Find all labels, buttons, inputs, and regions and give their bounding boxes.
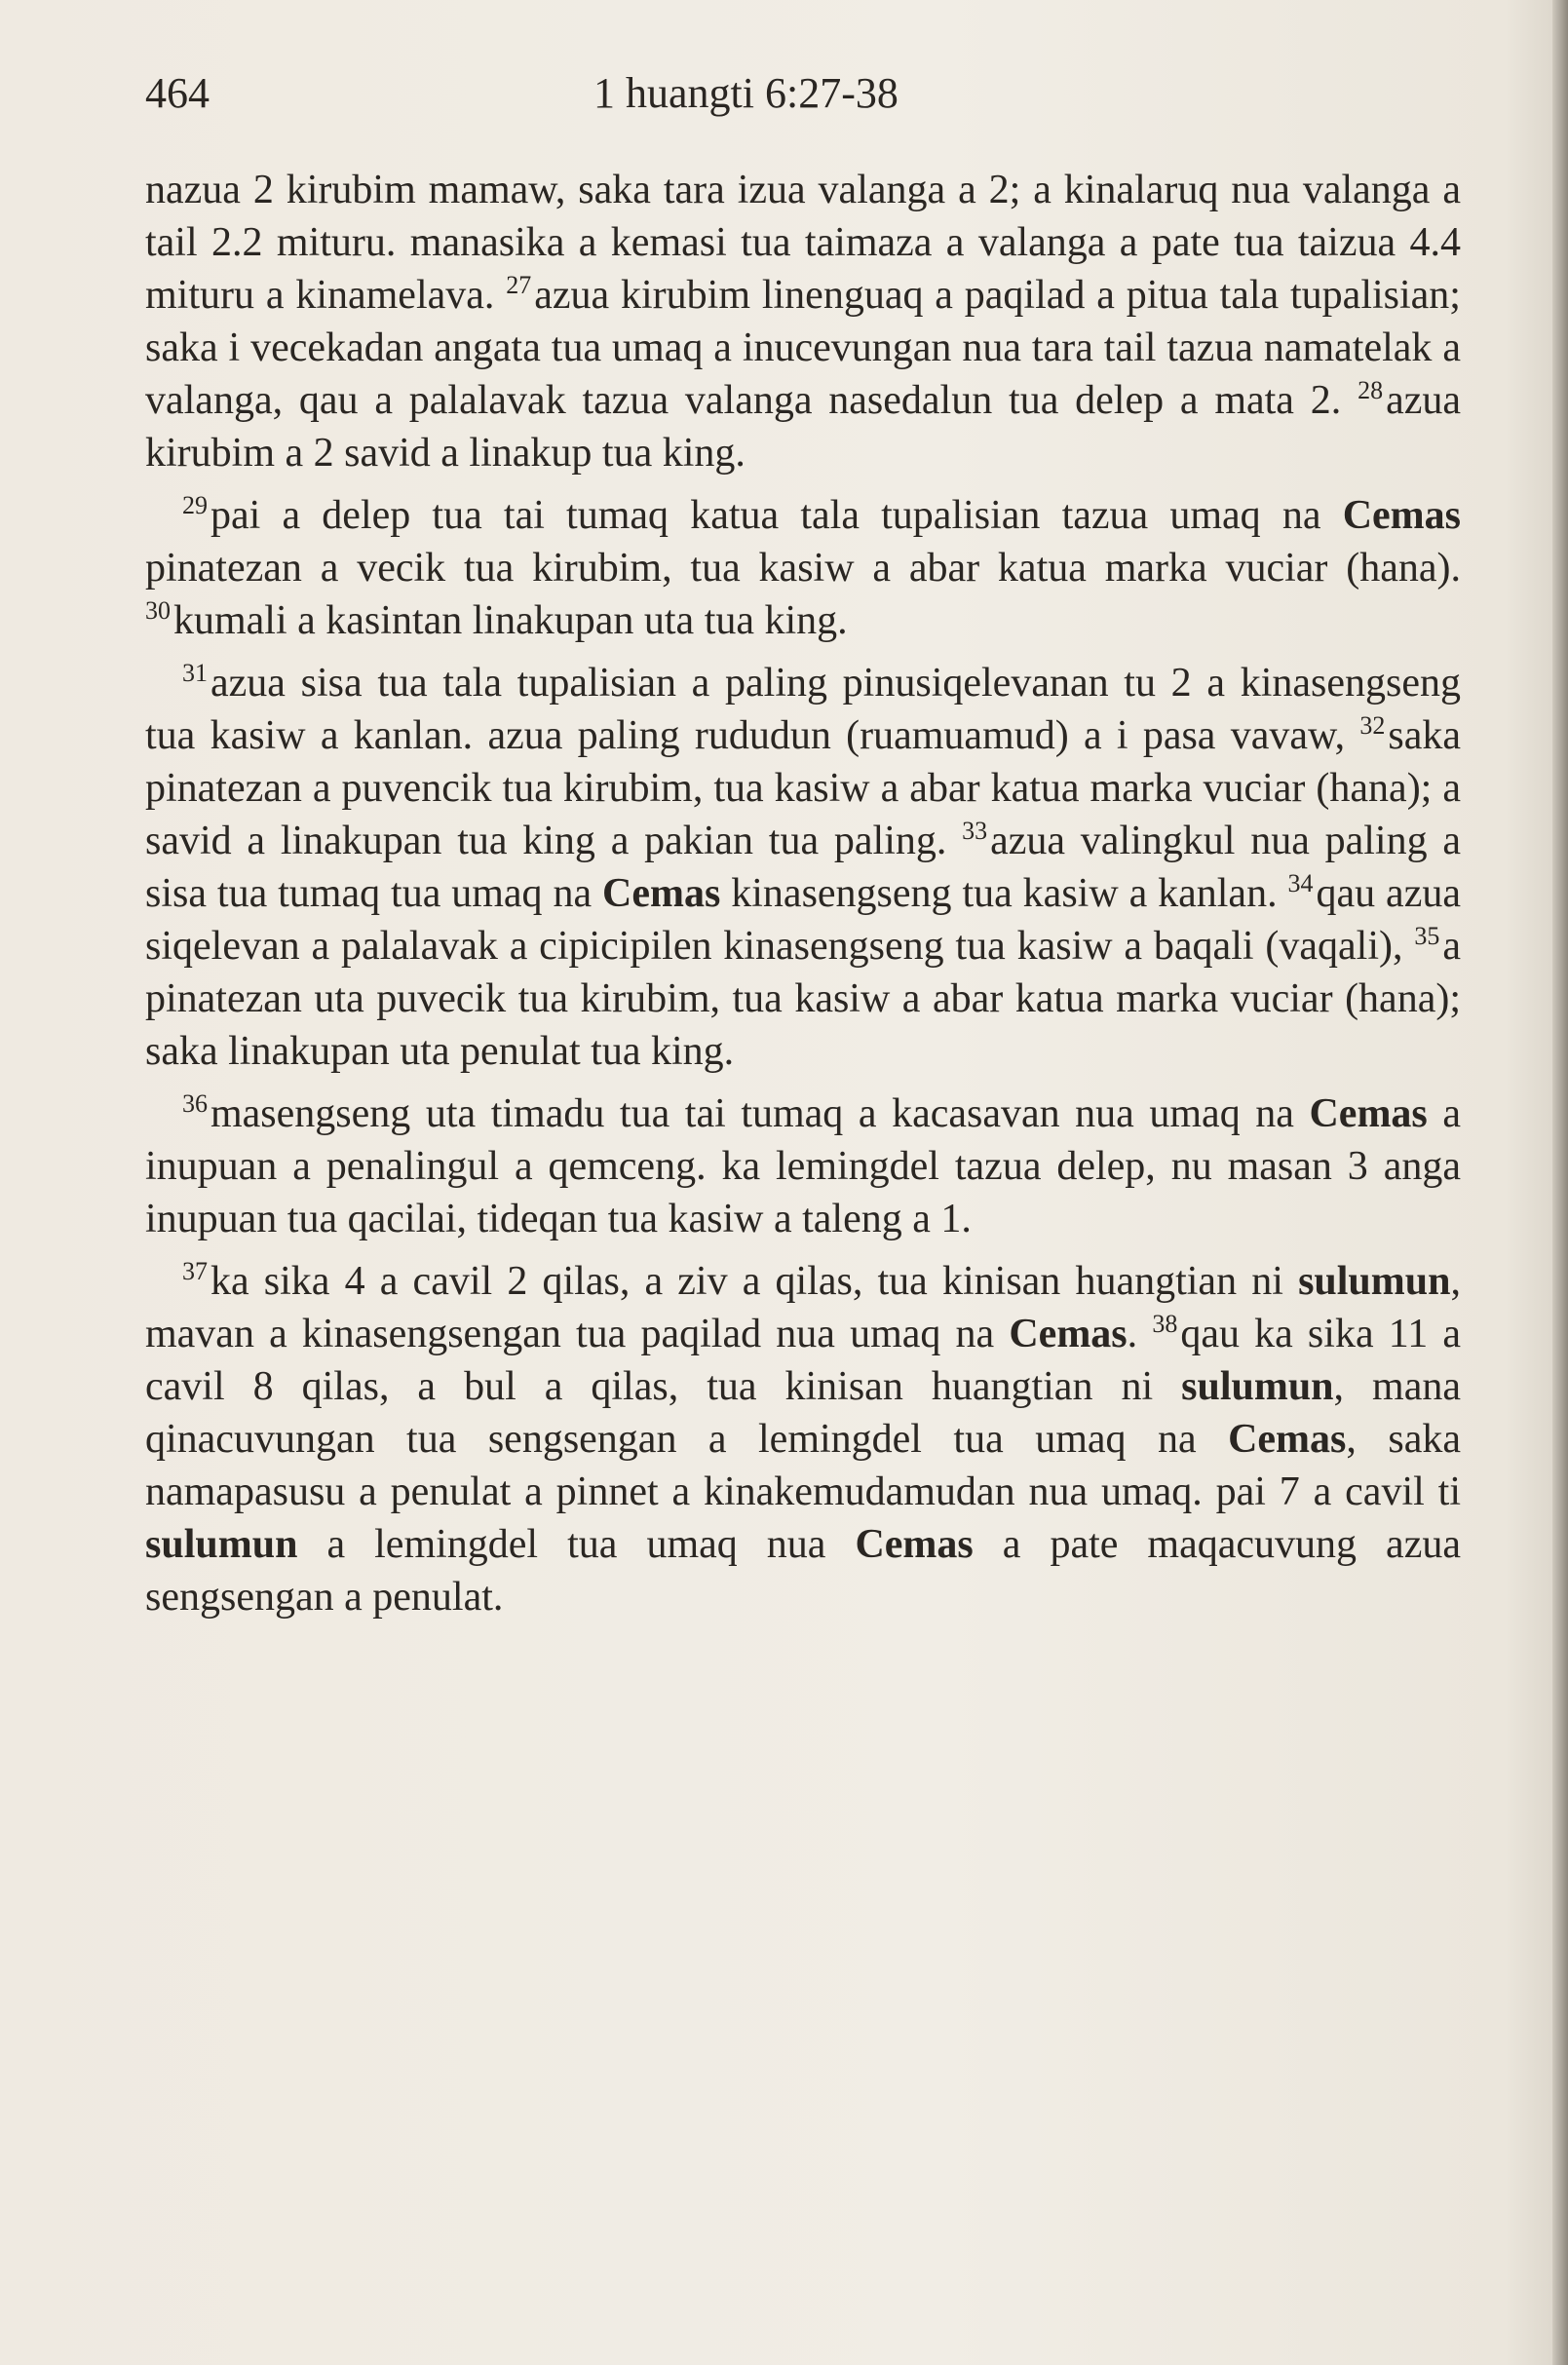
text-run: azua valingkul nua paling a sisa tua tumaq tua umaq na (145, 819, 1461, 916)
text-run: a pinatezan uta puvecik tua kirubim, tua kasiw a abar katua marka vuciar (hana); saka linakupan uta penulat tua king. (145, 924, 1461, 1074)
bold-name: Cemas (1342, 493, 1461, 538)
text-run: azua kirubim a 2 savid a linakup tua king. (145, 378, 1461, 476)
bold-name: Cemas (1309, 1091, 1428, 1136)
verse-number: 37 (182, 1257, 208, 1285)
verse-number: 36 (182, 1089, 208, 1118)
text-run: . (1127, 1312, 1153, 1356)
paragraph (145, 1255, 1461, 1623)
text-run: a lemingdel tua umaq nua (297, 1522, 856, 1567)
verse-number: 28 (1358, 376, 1384, 404)
verse-number: 38 (1152, 1310, 1178, 1338)
bold-name: Cemas (855, 1522, 974, 1567)
paragraph (145, 164, 1461, 479)
text-run: nazua 2 kirubim mamaw, saka tara izua valanga a 2; a kinalaruq nua valanga a tail 2.2 mituru. manasika a kemasi tua taimaza a valanga a pate tua taizua 4.4 mituru a kinamelava. (145, 168, 1461, 318)
text-run: ka sika 4 a cavil 2 qilas, a ziv a qilas, tua kinisan huangtian ni (210, 1259, 1299, 1304)
verse-number: 29 (182, 491, 208, 519)
text-run: masengseng uta timadu tua tai tumaq a kacasavan nua umaq na (210, 1091, 1310, 1136)
bold-name: Cemas (602, 871, 721, 916)
text-run: azua kirubim linenguaq a paqilad a pitua tala tupalisian; saka i vecekadan angata tua umaq a inucevungan nua tara tail tazua namatelak a valanga, qau a palalavak tazua valanga nasedalun tua delep a mata 2. (145, 273, 1461, 423)
text-run: azua sisa tua tala tupalisian a paling pinusiqelevanan tu 2 a kinasengseng tua kasiw a kanlan. azua paling rududun (ruamuamud) a i pasa vavaw, (145, 661, 1461, 758)
text-run: , mavan a kinasengsengan tua paqilad nua umaq na (145, 1259, 1461, 1356)
paragraph (145, 657, 1461, 1078)
bold-name: sulumun (1298, 1259, 1451, 1304)
verse-number: 27 (506, 271, 532, 299)
verse-number: 30 (145, 596, 171, 625)
text-run: pai a delep tua tai tumaq katua tala tupalisian tazua umaq na (210, 493, 1343, 538)
text-run: kumali a kasintan linakupan uta tua king. (173, 598, 848, 643)
paragraph (145, 489, 1461, 647)
text-run: , saka namapasusu a penulat a pinnet a kinakemudamudan nua umaq. pai 7 a cavil ti (145, 1417, 1461, 1514)
bold-name: sulumun (145, 1522, 298, 1567)
text-run: , mana qinacuvungan tua sengsengan a lemingdel tua umaq na (145, 1364, 1461, 1462)
verse-number: 33 (962, 817, 988, 845)
page-body (145, 164, 1461, 1633)
text-run: qau azua siqelevan a palalavak a cipicipilen kinasengseng tua kasiw a baqali (vaqali), (145, 871, 1461, 969)
page-number: 464 (145, 69, 210, 117)
text-run: saka pinatezan a puvencik tua kirubim, tua kasiw a abar katua marka vuciar (hana); a savid a linakupan tua king a pakian tua paling. (145, 713, 1461, 863)
bold-name: Cemas (1009, 1312, 1128, 1356)
text-run: a pate maqacuvung azua sengsengan a penulat. (145, 1522, 1461, 1620)
running-head: 1 huangti 6:27-38 (593, 69, 899, 117)
page-header (145, 64, 1461, 123)
verse-number: 35 (1414, 922, 1440, 950)
verse-number: 31 (182, 659, 208, 687)
verse-number: 34 (1287, 869, 1314, 897)
verse-number: 32 (1359, 711, 1386, 740)
text-run: pinatezan a vecik tua kirubim, tua kasiw a abar katua marka vuciar (hana). (145, 546, 1461, 591)
text-run: qau ka sika 11 a cavil 8 qilas, a bul a qilas, tua kinisan huangtian ni (145, 1312, 1461, 1409)
text-run: a inupuan a penalingul a qemceng. ka lemingdel tazua delep, nu masan 3 anga inupuan tua qacilai, tideqan tua kasiw a taleng a 1. (145, 1091, 1461, 1241)
paragraph (145, 1087, 1461, 1245)
bold-name: Cemas (1228, 1417, 1347, 1462)
page-edge (1552, 0, 1568, 2365)
bold-name: sulumun (1181, 1364, 1334, 1409)
text-run: kinasengseng tua kasiw a kanlan. (720, 871, 1288, 916)
